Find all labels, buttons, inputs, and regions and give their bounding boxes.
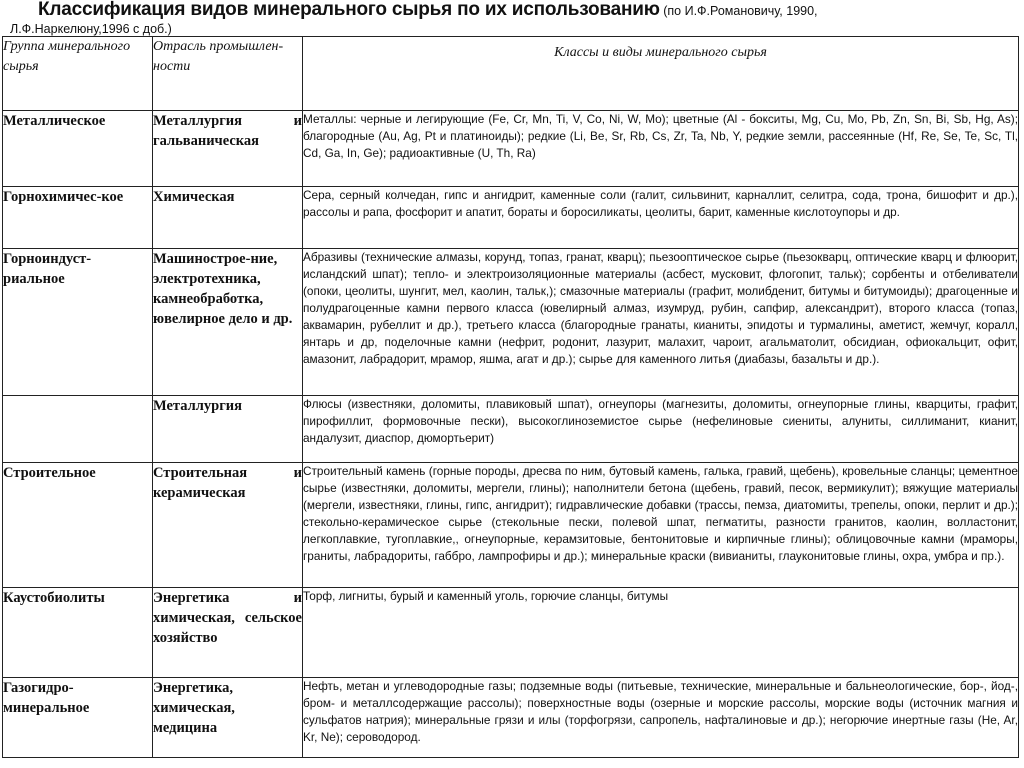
page-title-block [8, 0, 1018, 38]
cell-industry: Машинострое-ние, электротехника, камнеобработка, ювелирное дело и др. [153, 249, 303, 396]
cell-classes: Металлы: черные и легирующие (Fe, Cr, Mn, Ti, V, Co, Ni, W, Mo); цветные (Al - бокситы, Mg, Cu, Mo, Pb, Zn, Sn, Bi, Sb, Hg, As); благородные (Au, Ag, Pt и платиноиды); редкие (Li, Be, Sr, Rb, Cs, Zr, Ta, Nb, Y, редкие земли, рассеянные (Hf, Re, Se, Te, Sc, Tl, Cd, Ga, In, Ge); радиоактивные (U, Th, Ra) [303, 111, 1019, 187]
cell-classes: Торф, лигниты, бурый и каменный уголь, горючие сланцы, битумы [303, 588, 1019, 678]
table-row [3, 463, 1019, 588]
table-row [3, 678, 1019, 758]
table-row [3, 249, 1019, 396]
cell-group: Каустобиолиты [3, 588, 153, 678]
page-title: Классификация видов минерального сырья по их использованию [38, 0, 660, 20]
cell-group: Газогидро-минеральное [3, 678, 153, 758]
table-row [3, 396, 1019, 463]
header-group: Группа минерального сырья [3, 37, 153, 111]
cell-industry: Химическая [153, 187, 303, 249]
cell-classes: Нефть, метан и углеводородные газы; подземные воды (питьевые, технические, минеральные и бальнеологические, бор-, йод-, бром- и металлсодержащие рассолы); поверхностные воды (озерные и морские рассолы, морские воды (источник магния и сульфатов натрия); минеральные грязи и илы (торфогрязи, сапропель, нафталиновые и др.); негорючие инертные газы (He, Ar, Kr, Ne); сероводород. [303, 678, 1019, 758]
cell-industry: Энергетика и химическая, сельское хозяйство [153, 588, 303, 678]
title-source-line2: Л.Ф.Наркелюну,1996 с доб.) [10, 22, 172, 36]
table-row [3, 187, 1019, 249]
header-classes: Классы и виды минерального сырья [303, 37, 1019, 111]
table-row [3, 111, 1019, 187]
cell-group: Строительное [3, 463, 153, 588]
cell-group: Металлическое [3, 111, 153, 187]
classification-table [2, 36, 1019, 758]
table-header-row [3, 37, 1019, 111]
cell-industry: Строительная и керамическая [153, 463, 303, 588]
cell-classes: Строительный камень (горные породы, дресва по ним, бутовый камень, галька, гравий, щебень), кровельные сланцы; цементное сырье (известняки, доломиты, мергели, глины); наполнители бетона (щебень, гравий, песок, вермикулит); вяжущие материалы (мергели, известняки, глины, гипс, ангидрит); гидравлические добавки (трассы, пемза, диатомиты, трепелы, опоки, перлит и др.); стекольно-керамическое сырье (стекольные пески, полевой шпат, пегматиты, разности гранитов, каолин, волластонит, легкоплавкие, тугоплавкие,, огнеупорные, керамзитовые, бентонитовые и кирпичные глины); облицовочные камни (мраморы, граниты, лабрадориты, габбро, лампрофиры и др.); минеральные краски (вивианиты, глауконитовые глины, охра, умбра и пр.). [303, 463, 1019, 588]
cell-group [3, 396, 153, 463]
cell-classes: Сера, серный колчедан, гипс и ангидрит, каменные соли (галит, сильвинит, карналлит, селитра, сода, трона, бишофит и др.), рассолы и рапа, фосфорит и апатит, бораты и боросиликаты, цеолиты, барит, каменные кислотоупоры и др. [303, 187, 1019, 249]
cell-classes: Флюсы (известняки, доломиты, плавиковый шпат), огнеупоры (магнезиты, доломиты, огнеупорные глины, кварциты, графит, пирофиллит, формовочные пески), высокоглиноземистое сырье (нефелиновые сиениты, алуниты, силлиманит, кианит, андалузит, диаспор, дюмортьерит) [303, 396, 1019, 463]
cell-industry: Металлургия и гальваническая [153, 111, 303, 187]
cell-group: Горноиндуст-риальное [3, 249, 153, 396]
title-source-line1: (по И.Ф.Романовичу, 1990, [659, 4, 818, 18]
table-row [3, 588, 1019, 678]
cell-industry: Энергетика, химическая, медицина [153, 678, 303, 758]
cell-industry: Металлургия [153, 396, 303, 463]
cell-group: Горнохимичес-кое [3, 187, 153, 249]
header-industry: Отрасль промышлен-ности [153, 37, 303, 111]
cell-classes: Абразивы (технические алмазы, корунд, топаз, гранат, кварц); пьезооптическое сырье (пьезокварц, оптические кварц и флюорит, исландский шпат); тепло- и электроизоляционные материалы (асбест, мусковит, флогопит, тальк); сорбенты и отбеливатели (опоки, цеолиты, шунгит, мел, каолин, тальк,); смазочные материалы (графит, молибденит, битумы и битумоиды); драгоценные и полудрагоценные камни первого класса (ювелирный алмаз, изумруд, рубин, сапфир, александрит), второго класса (топаз, аквамарин, рубеллит и др.), третьего класса (благородные гранаты, киaниты, эпидоты и турмалины, аметист, жемчуг, коралл, янтарь и др, поделочные камни (нефрит, родонит, лазурит, малахит, чароит, агальматолит, обсидиан, офиокальцит, офит, амазонит, лабрадорит, мрамор, яшма, агат и др.); сырье для каменного литья (диабазы, базальты и др.). [303, 249, 1019, 396]
